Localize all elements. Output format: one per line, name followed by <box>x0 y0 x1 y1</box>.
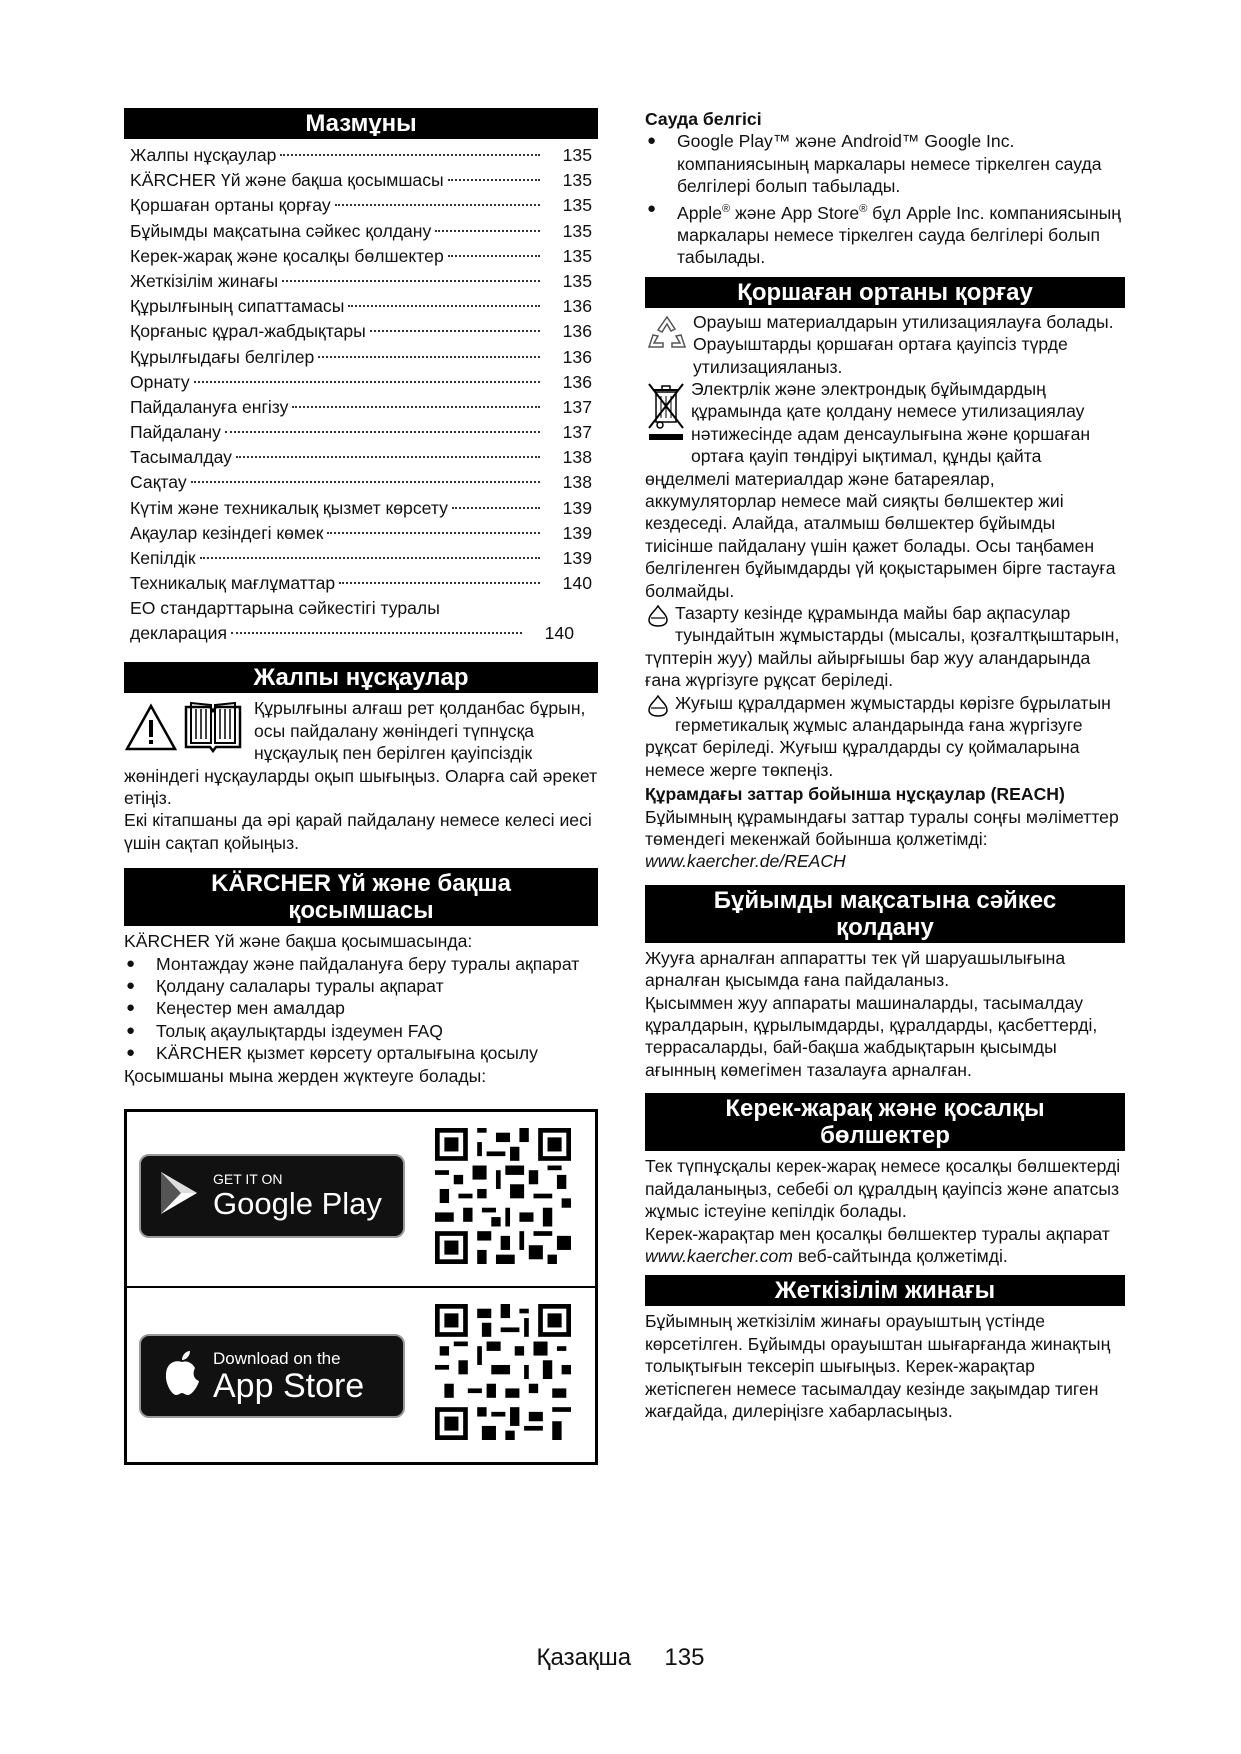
google-play-badge[interactable]: GET IT ON Google Play <box>139 1154 405 1238</box>
app-store-badge[interactable]: Download on the App Store <box>139 1334 405 1418</box>
app-download-box <box>124 1109 598 1465</box>
app-feature-list <box>124 953 598 1065</box>
accessories-paragraph-1: Тек түпнұсқалы керек-жарақ немесе қосалқы бөлшектерді пайдаланыңыз, себебі ол құралдың қауіпсіз және апатсыз жұмыс істеуіне кепілдік болады. <box>645 1156 1121 1222</box>
recycling-icon <box>645 313 689 358</box>
list-item: ● KÄRCHER қызмет көрсету орталығына қосылу <box>124 1042 598 1064</box>
app-store-cell <box>127 1286 595 1462</box>
intended-use-section <box>645 947 1125 1081</box>
toc-item[interactable]: Керек-жарақ және қосалқы бөлшектер 135 <box>130 245 592 266</box>
right-column <box>645 108 1125 1422</box>
toc-item[interactable]: Жалпы нұсқаулар 135 <box>130 145 592 165</box>
toc-item[interactable]: Құрылғыдағы белгілер 136 <box>130 346 592 367</box>
left-column <box>124 108 598 1465</box>
general-paragraph-2: Екі кітапшаны да әрі қарай пайдалану немесе келесі иесі үшін сақтап қойыңыз. <box>124 810 592 853</box>
page-number: 135 <box>664 1644 705 1671</box>
manual-book-icon <box>182 699 244 758</box>
app-store-qr-code[interactable] <box>435 1304 571 1440</box>
apple-logo-icon <box>163 1350 201 1401</box>
crossed-bin-icon <box>645 380 687 449</box>
toc-item[interactable]: Кепілдік 139 <box>130 548 592 568</box>
toc-item[interactable]: Жеткізілім жинағы 135 <box>130 270 592 291</box>
environment-section <box>645 311 1125 873</box>
oil-drop-icon <box>645 604 671 633</box>
app-heading: KÄRCHER Үй және бақша қосымшасы <box>124 868 598 926</box>
toc-item[interactable]: Күтім және техникалық қызмет көрсету 139 <box>130 497 592 518</box>
detergent-drop-icon <box>645 694 671 723</box>
toc-item[interactable]: Пайдалануға енгізу 137 <box>130 396 592 417</box>
list-item: ● Қолдану салалары туралы ақпарат <box>124 975 598 997</box>
toc-item[interactable]: Қоршаған ортаны қорғау 135 <box>130 195 592 216</box>
toc-item[interactable]: Орнату 136 <box>130 371 592 392</box>
intended-use-heading: Бұйымды мақсатына сәйкес қолдану <box>645 885 1125 943</box>
toc-item[interactable]: Қорғаныс құрал-жабдықтары 136 <box>130 321 592 342</box>
app-intro: KÄRCHER Үй және бақша қосымшасында: <box>124 931 473 952</box>
reach-heading: Құрамдағы заттар бойынша нұсқаулар (REACH) <box>645 784 1065 805</box>
accessories-paragraph-2: Керек-жарақтар мен қосалқы бөлшектер туралы ақпарат www.kaercher.com веб-сайтында қолжетімді. <box>645 1223 1110 1266</box>
toc-item[interactable]: Сақтау 138 <box>130 472 592 493</box>
google-play-qr-code[interactable] <box>435 1128 571 1264</box>
scope-paragraph: Бұйымның жеткізілім жинағы орауыштың үстінде көрсетілген. Бұйымды орауыштан шығарғанда жинақтың толықтығын тексеріп шығыңыз. Керек-жарақтар жетіспеген немесе тасымалдау кезінде зақымдар тиген жағдайда, дилеріңізге хабарласыңыз. <box>645 1311 1111 1421</box>
environment-paragraph-2: Электрлік және электрондық бұйымдардың құрамында қате қолдану немесе утилизациялау нәтижесінде адам денсаулығына және қоршаған ортаға қауіп төндіруі ықтимал, құнды қайта өңделмелі материалдар және батареялар, аккумуляторлар немесе май сияқты бөлшектер жиі кездеседі. Алайда, аталмыш бөлшектер бұйымды тиісінше пайдалану үшін қажет болады. Осы таңбамен белгіленген бұйымдарды үй қоқыстарымен бірге тастауға болмайды. <box>645 378 1116 601</box>
google-play-icon <box>159 1170 199 1221</box>
footer-language: Қазақша <box>536 1644 632 1671</box>
scope-section <box>645 1310 1125 1422</box>
accessories-heading: Керек-жарақ және қосалқы бөлшектер <box>645 1093 1125 1151</box>
intended-use-paragraph-1: Жууға арналған аппаратты тек үй шаруашылығына арналған қысымда ғана пайдаланыз. <box>645 947 1066 991</box>
trademark-heading: Сауда белгісі <box>645 109 762 129</box>
app-section <box>124 930 598 1465</box>
environment-paragraph-4: Жуғыш құралдармен жұмыстарды көрізге бұрылатын герметикалық жұмыс аландарында ғана жүргізуге рұқсат беріледі. Жуғыш құралдарды су қоймаларына немесе жерге төкпеңіз. <box>645 692 1111 780</box>
environment-paragraph-3: Тазарту кезінде құрамында майы бар ақпасулар туындайтын жұмыстарды (мысалы, қозғалтқыштарын, түптерін жуу) майлы айырғышы бар жуу аландарында ғана жүргізуге рұқсат беріледі. <box>645 602 1120 691</box>
general-section <box>124 697 598 854</box>
list-item: ● Apple® және App Store® бұл Apple Inc. компаниясының маркалары немесе тіркелген сауда белгілері болып табылады. <box>645 198 1125 269</box>
toc-item[interactable]: KÄRCHER Үй және бақша қосымшасы 135 <box>130 170 592 191</box>
app-download-text: Қосымшаны мына жерден жүктеуге болады: <box>124 1065 487 1086</box>
toc-item[interactable]: Ақаулар кезіндегі көмек 139 <box>130 522 592 543</box>
warning-icon <box>124 703 178 758</box>
scope-heading: Жеткізілім жинағы <box>645 1275 1125 1306</box>
toc-item[interactable]: Бұйымды мақсатына сәйкес қолдану 135 <box>130 220 592 241</box>
page-footer <box>0 1644 1241 1672</box>
google-play-cell <box>127 1112 595 1286</box>
intended-use-paragraph-2: Қысыммен жуу аппараты машиналарды, тасымалдау құралдарын, құрылымдарды, құралдарды, қасбеттерді, террасаларды, бай-бақша жабдықтарын қысымды ағынның көмегімен тазалауға арналған. <box>645 992 1098 1080</box>
environment-paragraph-1: Орауыш материалдарын утилизациялауға болады. Орауыштарды қоршаған ортаға қауіпсіз түрде утилизацияланыз. <box>693 311 1114 377</box>
environment-heading: Қоршаған ортаны қорғау <box>645 277 1125 308</box>
kaercher-website-link[interactable]: www.kaercher.com <box>645 1245 793 1266</box>
list-item: ● Кеңестер мен амалдар <box>124 997 598 1019</box>
toc-item[interactable]: ЕО стандарттарына сәйкестігі туралы декларация 140 <box>130 598 574 644</box>
general-heading: Жалпы нұсқаулар <box>124 662 598 693</box>
reach-paragraph: Бұйымның құрамындағы заттар туралы соңғы мәліметтер төмендегі мекенжай бойынша қолжетімді: www.kaercher.de/REACH <box>645 806 1119 872</box>
list-item: ● Google Play™ және Android™ Google Inc. компаниясының маркалары немесе тіркелген сауда белгілері болып табылады. <box>645 130 1125 197</box>
accessories-section <box>645 1155 1125 1267</box>
toc-item[interactable]: Пайдалану 137 <box>130 422 592 443</box>
list-item: ● Толық ақаулықтарды іздеумен FAQ <box>124 1020 598 1042</box>
toc-item[interactable]: Құрылғының сипаттамасы 136 <box>130 296 592 317</box>
trademark-list <box>645 130 1125 268</box>
general-paragraph-1: Құрылғыны алғаш рет қолданбас бұрын, осы пайдалану жөніндегі түпнұсқа нұсқаулық пен берілген қауіпсіздік жөніндегі нұсқауларды оқып шығыңыз. Оларға сай әрекет етіңіз. <box>124 698 598 808</box>
toc-item[interactable]: Тасымалдау 138 <box>130 447 592 468</box>
toc-heading: Мазмұны <box>124 108 598 139</box>
toc-item[interactable]: Техникалық мағлұматтар 140 <box>130 573 592 594</box>
toc-list <box>124 143 598 646</box>
list-item: ● Монтаждау және пайдалануға беру туралы ақпарат <box>124 953 598 975</box>
reach-link[interactable]: www.kaercher.de/REACH <box>645 851 846 872</box>
